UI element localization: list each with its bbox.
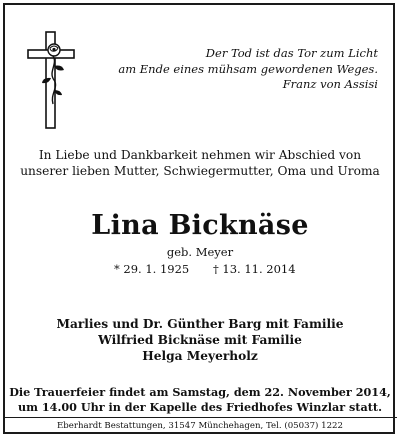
intro-text [0,147,400,179]
mourner-line-2: Wilfried Bicknäse mit Familie [98,333,302,347]
deceased-name: Lina Bicknäse [91,210,309,241]
service-line-2: um 14.00 Uhr in der Kapelle des Friedhofes Winzlar statt. [18,400,382,414]
quote-block [88,46,378,93]
intro-line-1: In Liebe und Dankbarkeit nehmen wir Abschied von [38,148,362,162]
death-date: † 13. 11. 2014 [213,262,296,276]
quote-line-1: Der Tod ist das Tor zum Licht [205,46,378,60]
mourner-line-1: Marlies und Dr. Günther Barg mit Familie [56,317,344,331]
birth-date: * 29. 1. 1925 [114,262,190,276]
cross-with-rose-icon [26,30,78,130]
funeral-home-footer: Eberhardt Bestattungen, 31547 Münchehagen, Tel. (05037) 1222 [57,421,343,431]
quote-line-2: am Ende eines mühsam gewordenen Weges. [118,61,378,76]
service-line-1: Die Trauerfeier findet am Samstag, dem 22. November 2014, [9,385,391,399]
life-dates [0,262,400,278]
mourner-line-3: Helga Meyerholz [142,349,258,363]
maiden-name: geb. Meyer [166,245,234,259]
footer-divider [3,417,397,418]
intro-line-2: unserer lieben Mutter, Schwiegermutter, Oma und Uroma [20,164,380,178]
mourners-list [0,316,400,364]
service-info [0,385,400,415]
quote-author: Franz von Assisi [282,77,378,91]
